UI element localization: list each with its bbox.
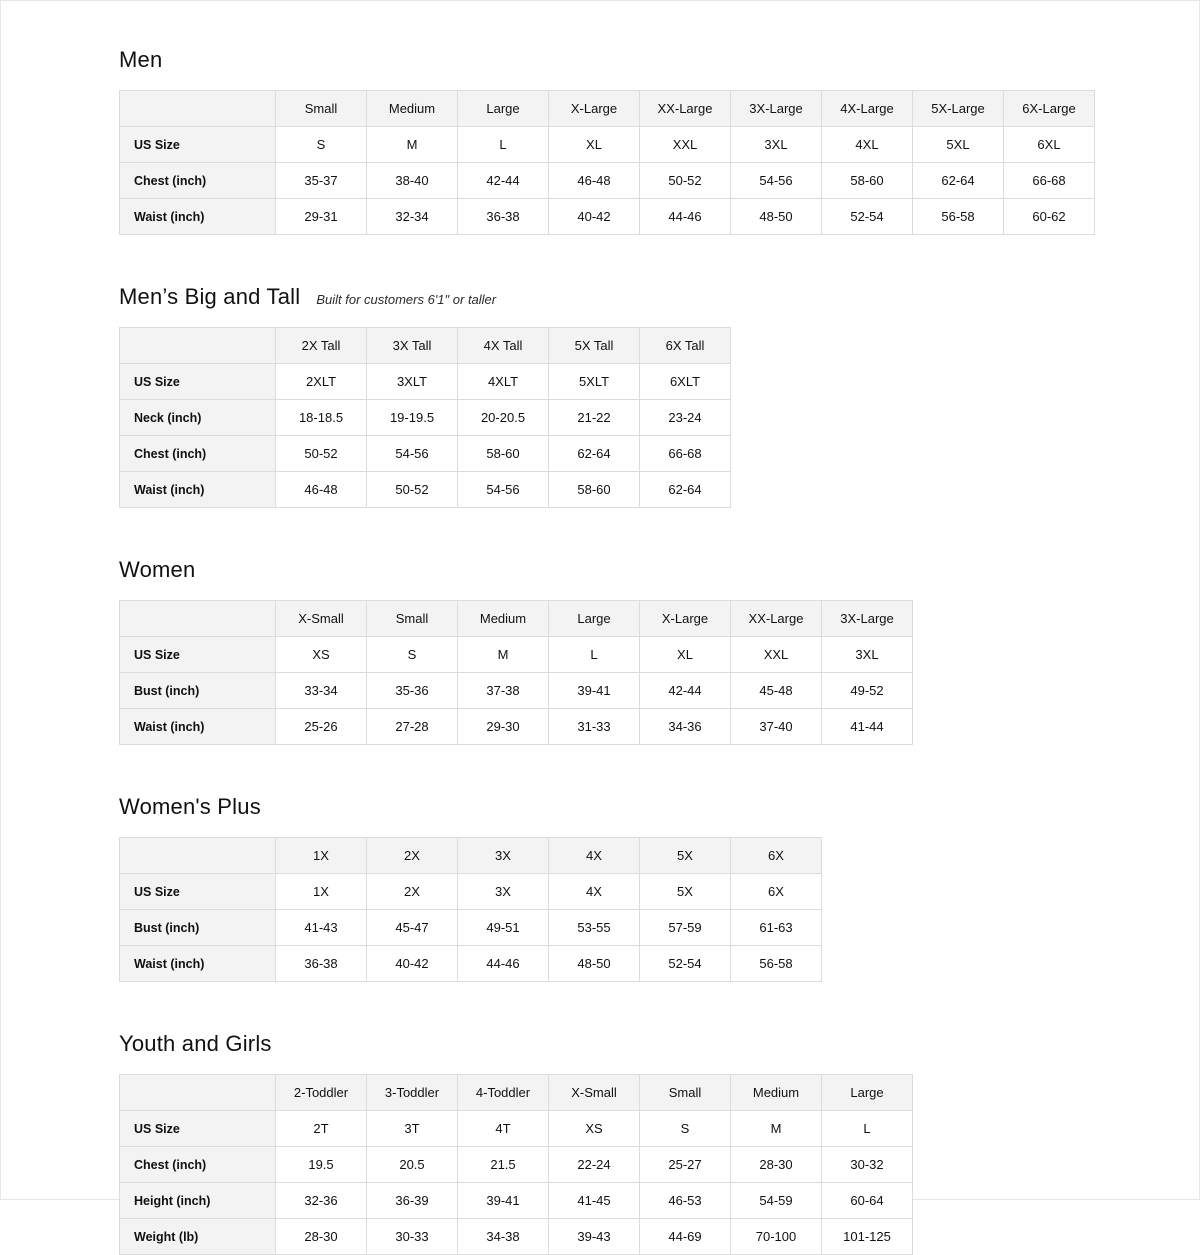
table-row: [120, 946, 822, 982]
column-header-cell: 3-Toddler: [367, 1075, 458, 1111]
size-value: 41-43: [276, 910, 367, 946]
size-value: 101-125: [822, 1219, 913, 1255]
size-value: 46-48: [549, 163, 640, 199]
table-row: [120, 874, 822, 910]
size-value: XL: [549, 127, 640, 163]
table-row: [120, 199, 1095, 235]
row-label: Chest (inch): [120, 1147, 276, 1183]
row-label: Neck (inch): [120, 400, 276, 436]
size-value: 54-56: [367, 436, 458, 472]
size-value: 35-36: [367, 673, 458, 709]
size-value: 32-34: [367, 199, 458, 235]
size-value: 62-64: [549, 436, 640, 472]
size-value: 23-24: [640, 400, 731, 436]
column-header-cell: XX-Large: [640, 91, 731, 127]
column-header-cell: 4X: [549, 838, 640, 874]
size-value: 28-30: [276, 1219, 367, 1255]
column-header-cell: 6X: [731, 838, 822, 874]
table-row: [120, 1183, 913, 1219]
row-label: Waist (inch): [120, 709, 276, 745]
column-header-cell: X-Large: [640, 601, 731, 637]
size-value: 29-30: [458, 709, 549, 745]
womens-plus-size-table: [119, 837, 822, 982]
size-value: 53-55: [549, 910, 640, 946]
size-value: 49-51: [458, 910, 549, 946]
size-value: 2XLT: [276, 364, 367, 400]
row-label: US Size: [120, 127, 276, 163]
size-value: 6XL: [1004, 127, 1095, 163]
size-value: 58-60: [549, 472, 640, 508]
youth-and-girls-size-table: [119, 1074, 913, 1255]
size-value: 6XLT: [640, 364, 731, 400]
table-row: [120, 637, 913, 673]
table-header-row: [120, 1075, 913, 1111]
row-label: Waist (inch): [120, 472, 276, 508]
size-value: 3XL: [822, 637, 913, 673]
size-value: 30-33: [367, 1219, 458, 1255]
size-value: 20-20.5: [458, 400, 549, 436]
size-value: 66-68: [1004, 163, 1095, 199]
section-women: [119, 557, 1159, 745]
size-value: S: [367, 637, 458, 673]
row-label: Waist (inch): [120, 199, 276, 235]
section-womens-plus-header: [119, 794, 1159, 820]
size-value: 36-38: [458, 199, 549, 235]
size-value: 36-39: [367, 1183, 458, 1219]
size-value: 37-40: [731, 709, 822, 745]
size-value: 22-24: [549, 1147, 640, 1183]
column-header-cell: 3X Tall: [367, 328, 458, 364]
row-label: Waist (inch): [120, 946, 276, 982]
column-header-cell: Medium: [458, 601, 549, 637]
size-value: 39-41: [458, 1183, 549, 1219]
size-value: 66-68: [640, 436, 731, 472]
men-size-table: [119, 90, 1095, 235]
column-header-cell: Large: [458, 91, 549, 127]
row-label: US Size: [120, 1111, 276, 1147]
table-row: [120, 364, 731, 400]
table-row: [120, 1219, 913, 1255]
column-header-cell: 4X Tall: [458, 328, 549, 364]
size-value: 4XLT: [458, 364, 549, 400]
size-value: 21-22: [549, 400, 640, 436]
size-value: 2T: [276, 1111, 367, 1147]
size-value: 44-46: [640, 199, 731, 235]
row-label: Weight (lb): [120, 1219, 276, 1255]
table-row: [120, 910, 822, 946]
size-value: 56-58: [731, 946, 822, 982]
size-value: 4XL: [822, 127, 913, 163]
table-row: [120, 472, 731, 508]
column-header-cell: 3X-Large: [822, 601, 913, 637]
size-value: 40-42: [367, 946, 458, 982]
size-value: 46-53: [640, 1183, 731, 1219]
size-value: 32-36: [276, 1183, 367, 1219]
section-title-womens-plus: Women's Plus: [119, 794, 261, 819]
size-value: 54-59: [731, 1183, 822, 1219]
size-value: 25-27: [640, 1147, 731, 1183]
size-value: S: [640, 1111, 731, 1147]
size-value: 1X: [276, 874, 367, 910]
size-value: 56-58: [913, 199, 1004, 235]
size-value: 70-100: [731, 1219, 822, 1255]
section-youth-and-girls-header: [119, 1031, 1159, 1057]
column-header-cell: XX-Large: [731, 601, 822, 637]
size-value: 3XLT: [367, 364, 458, 400]
size-value: 3XL: [731, 127, 822, 163]
size-value: 30-32: [822, 1147, 913, 1183]
column-header-cell: Small: [367, 601, 458, 637]
size-value: L: [822, 1111, 913, 1147]
mens-big-and-tall-size-table: [119, 327, 731, 508]
size-value: 46-48: [276, 472, 367, 508]
table-header-row: [120, 328, 731, 364]
size-value: S: [276, 127, 367, 163]
size-value: 31-33: [549, 709, 640, 745]
column-header-cell: 2-Toddler: [276, 1075, 367, 1111]
size-value: 62-64: [640, 472, 731, 508]
column-header-cell: 4-Toddler: [458, 1075, 549, 1111]
table-row: [120, 400, 731, 436]
size-value: M: [367, 127, 458, 163]
size-value: 4X: [549, 874, 640, 910]
section-mens-big-and-tall-header: [119, 284, 1159, 310]
size-value: 60-62: [1004, 199, 1095, 235]
row-label: US Size: [120, 364, 276, 400]
column-header-cell: X-Large: [549, 91, 640, 127]
column-header-cell: Large: [549, 601, 640, 637]
size-value: 3T: [367, 1111, 458, 1147]
size-value: 3X: [458, 874, 549, 910]
table-header-row: [120, 601, 913, 637]
section-title-mens-big-and-tall: Men’s Big and Tall: [119, 284, 301, 309]
row-label: Chest (inch): [120, 436, 276, 472]
column-header-cell: 6X-Large: [1004, 91, 1095, 127]
row-label-header-cell: [120, 601, 276, 637]
size-value: 57-59: [640, 910, 731, 946]
size-value: 41-45: [549, 1183, 640, 1219]
size-value: 41-44: [822, 709, 913, 745]
size-value: 20.5: [367, 1147, 458, 1183]
section-youth-and-girls: [119, 1031, 1159, 1255]
size-value: 39-41: [549, 673, 640, 709]
size-value: 38-40: [367, 163, 458, 199]
size-value: 37-38: [458, 673, 549, 709]
size-value: 19-19.5: [367, 400, 458, 436]
table-row: [120, 163, 1095, 199]
size-value: 21.5: [458, 1147, 549, 1183]
size-value: 18-18.5: [276, 400, 367, 436]
size-value: M: [731, 1111, 822, 1147]
section-women-header: [119, 557, 1159, 583]
size-value: 34-38: [458, 1219, 549, 1255]
size-value: 62-64: [913, 163, 1004, 199]
size-value: 25-26: [276, 709, 367, 745]
size-value: 39-43: [549, 1219, 640, 1255]
size-value: 45-48: [731, 673, 822, 709]
row-label: Bust (inch): [120, 910, 276, 946]
column-header-cell: 2X Tall: [276, 328, 367, 364]
size-value: 48-50: [549, 946, 640, 982]
table-header-row: [120, 91, 1095, 127]
section-men: [119, 47, 1159, 235]
size-value: 52-54: [640, 946, 731, 982]
size-value: 52-54: [822, 199, 913, 235]
size-value: 50-52: [276, 436, 367, 472]
size-value: 28-30: [731, 1147, 822, 1183]
size-value: 61-63: [731, 910, 822, 946]
size-value: XXL: [731, 637, 822, 673]
size-value: 2X: [367, 874, 458, 910]
size-value: 27-28: [367, 709, 458, 745]
row-label-header-cell: [120, 91, 276, 127]
size-value: 45-47: [367, 910, 458, 946]
row-label: Bust (inch): [120, 673, 276, 709]
size-value: 50-52: [640, 163, 731, 199]
column-header-cell: 2X: [367, 838, 458, 874]
women-size-table: [119, 600, 913, 745]
size-value: XL: [640, 637, 731, 673]
size-value: 54-56: [731, 163, 822, 199]
size-value: XS: [549, 1111, 640, 1147]
size-value: XXL: [640, 127, 731, 163]
table-row: [120, 436, 731, 472]
size-value: 29-31: [276, 199, 367, 235]
section-title-women: Women: [119, 557, 196, 582]
row-label: US Size: [120, 874, 276, 910]
size-value: 35-37: [276, 163, 367, 199]
section-title-men: Men: [119, 47, 163, 72]
size-value: 44-69: [640, 1219, 731, 1255]
column-header-cell: 5X-Large: [913, 91, 1004, 127]
column-header-cell: Medium: [367, 91, 458, 127]
column-header-cell: 5X Tall: [549, 328, 640, 364]
size-value: M: [458, 637, 549, 673]
table-row: [120, 127, 1095, 163]
column-header-cell: X-Small: [276, 601, 367, 637]
row-label: US Size: [120, 637, 276, 673]
size-value: XS: [276, 637, 367, 673]
section-men-header: [119, 47, 1159, 73]
size-value: 5X: [640, 874, 731, 910]
size-value: 6X: [731, 874, 822, 910]
size-value: 40-42: [549, 199, 640, 235]
column-header-cell: 1X: [276, 838, 367, 874]
table-header-row: [120, 838, 822, 874]
size-value: 58-60: [458, 436, 549, 472]
size-value: 42-44: [640, 673, 731, 709]
size-value: 50-52: [367, 472, 458, 508]
size-value: 44-46: [458, 946, 549, 982]
row-label: Height (inch): [120, 1183, 276, 1219]
column-header-cell: 3X-Large: [731, 91, 822, 127]
row-label-header-cell: [120, 1075, 276, 1111]
size-value: 19.5: [276, 1147, 367, 1183]
size-value: 5XLT: [549, 364, 640, 400]
section-title-youth-and-girls: Youth and Girls: [119, 1031, 272, 1056]
table-row: [120, 709, 913, 745]
size-value: 48-50: [731, 199, 822, 235]
row-label-header-cell: [120, 328, 276, 364]
size-value: 54-56: [458, 472, 549, 508]
size-value: 58-60: [822, 163, 913, 199]
size-value: 49-52: [822, 673, 913, 709]
size-value: 42-44: [458, 163, 549, 199]
column-header-cell: Large: [822, 1075, 913, 1111]
size-value: 36-38: [276, 946, 367, 982]
column-header-cell: 4X-Large: [822, 91, 913, 127]
table-row: [120, 1111, 913, 1147]
row-label-header-cell: [120, 838, 276, 874]
section-mens-big-and-tall: [119, 284, 1159, 508]
column-header-cell: Small: [640, 1075, 731, 1111]
size-value: 33-34: [276, 673, 367, 709]
section-womens-plus: [119, 794, 1159, 982]
table-row: [120, 673, 913, 709]
size-value: 5XL: [913, 127, 1004, 163]
column-header-cell: X-Small: [549, 1075, 640, 1111]
section-subtitle-mens-big-and-tall: Built for customers 6'1" or taller: [316, 292, 497, 307]
row-label: Chest (inch): [120, 163, 276, 199]
table-row: [120, 1147, 913, 1183]
column-header-cell: 5X: [640, 838, 731, 874]
column-header-cell: Medium: [731, 1075, 822, 1111]
column-header-cell: Small: [276, 91, 367, 127]
size-value: L: [549, 637, 640, 673]
size-value: 4T: [458, 1111, 549, 1147]
size-value: L: [458, 127, 549, 163]
size-value: 60-64: [822, 1183, 913, 1219]
column-header-cell: 6X Tall: [640, 328, 731, 364]
column-header-cell: 3X: [458, 838, 549, 874]
size-value: 34-36: [640, 709, 731, 745]
